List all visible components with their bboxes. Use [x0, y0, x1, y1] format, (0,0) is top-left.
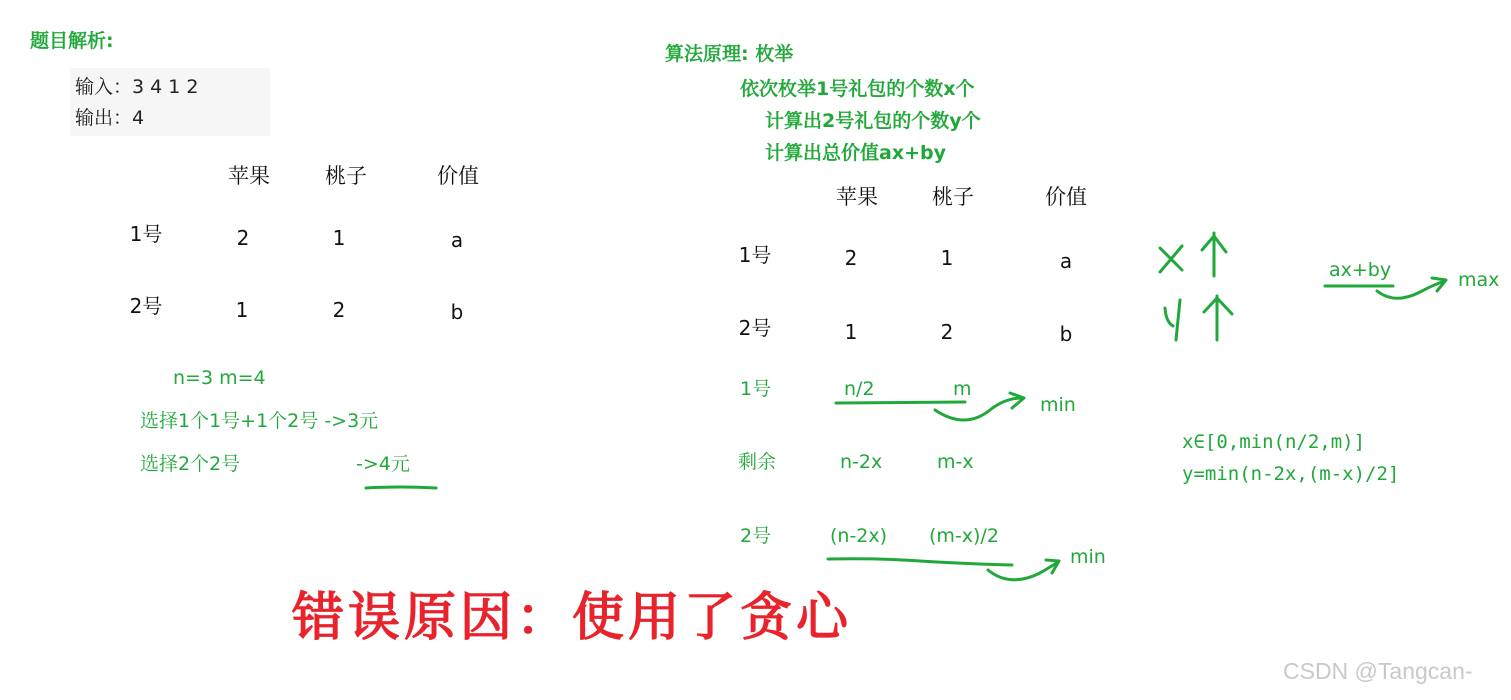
left-row2-label: 2号 — [129, 294, 163, 318]
x-range: x∈[0,min(n/2,m)] — [1182, 431, 1366, 453]
objective-label: ax+by — [1329, 259, 1392, 281]
left-header-peach: 桃子 — [325, 164, 367, 188]
right-header-peach: 桃子 — [932, 185, 974, 209]
remain-label: 剩余 — [738, 451, 777, 473]
right-row1-label: 1号 — [738, 243, 772, 267]
choice-1: 选择1个1号+1个2号 ->3元 — [140, 410, 379, 432]
right-header-value: 价值 — [1045, 185, 1087, 209]
left-row1-peach: 1 — [332, 226, 346, 250]
calc-row2-a: (n-2x) — [830, 525, 888, 547]
y-formula: y=min(n-2x,(m-x)/2] — [1182, 463, 1400, 485]
output-line: 输出：4 — [75, 107, 145, 129]
hand-y-letter — [1165, 300, 1180, 340]
underline-4yuan — [366, 487, 436, 488]
left-row1-value: a — [450, 228, 464, 252]
left-row1-label: 1号 — [129, 222, 163, 246]
calc-row2-label: 2号 — [740, 525, 772, 547]
arrow-min-2-head — [1046, 560, 1059, 573]
choice-2-label: 选择2个2号 — [140, 453, 241, 475]
max-label: max — [1458, 269, 1500, 291]
input-line: 输入：3 4 1 2 — [75, 76, 199, 98]
calc-row1-a: n/2 — [844, 378, 875, 400]
up-arrow-y — [1204, 296, 1232, 340]
left-row2-apple: 1 — [235, 298, 249, 322]
left-header-value: 价值 — [437, 164, 479, 188]
algo-step-3: 计算出总价值ax+by — [765, 142, 946, 164]
remain-a: n-2x — [840, 451, 883, 473]
left-header-apple: 苹果 — [228, 164, 270, 188]
hand-x-letter — [1160, 246, 1182, 272]
calc-row1-b: m — [953, 378, 972, 400]
right-row2-value: b — [1059, 322, 1073, 346]
calc-row1-label: 1号 — [740, 378, 772, 400]
underline-row2 — [828, 559, 1012, 565]
left-row2-peach: 2 — [332, 298, 346, 322]
io-example-snippet — [70, 68, 270, 136]
algo-step-1: 依次枚举1号礼包的个数x个 — [740, 78, 975, 100]
calc-row2-b: (m-x)/2 — [929, 525, 999, 547]
up-arrow-x — [1202, 233, 1226, 276]
right-row1-value: a — [1059, 249, 1073, 273]
arrow-max-head — [1432, 278, 1446, 291]
algo-step-2: 计算出2号礼包的个数y个 — [765, 110, 981, 132]
left-row1-apple: 2 — [236, 226, 250, 250]
right-row2-label: 2号 — [738, 316, 772, 340]
right-header-apple: 苹果 — [836, 185, 878, 209]
choice-2-value: ->4元 — [356, 453, 410, 475]
note-n-m: n=3 m=4 — [173, 367, 266, 389]
remain-b: m-x — [937, 451, 974, 473]
arrow-max — [1377, 281, 1445, 298]
arrow-min-1 — [935, 398, 1022, 420]
arrow-min-1-head — [1010, 393, 1024, 408]
underline-row1 — [836, 402, 965, 403]
calc-min-1: min — [1040, 394, 1076, 416]
left-row2-value: b — [450, 300, 464, 324]
algo-title: 算法原理: 枚举 — [665, 43, 794, 65]
error-reason: 错误原因：使用了贪心 — [292, 587, 853, 648]
calc-min-2: min — [1070, 546, 1106, 568]
watermark: CSDN @Tangcan- — [1283, 658, 1473, 684]
right-row2-peach: 2 — [940, 320, 954, 344]
right-row1-peach: 1 — [940, 246, 954, 270]
analysis-title: 题目解析: — [30, 30, 114, 52]
right-row1-apple: 2 — [844, 246, 858, 270]
right-row2-apple: 1 — [844, 320, 858, 344]
arrow-min-2 — [988, 562, 1058, 580]
